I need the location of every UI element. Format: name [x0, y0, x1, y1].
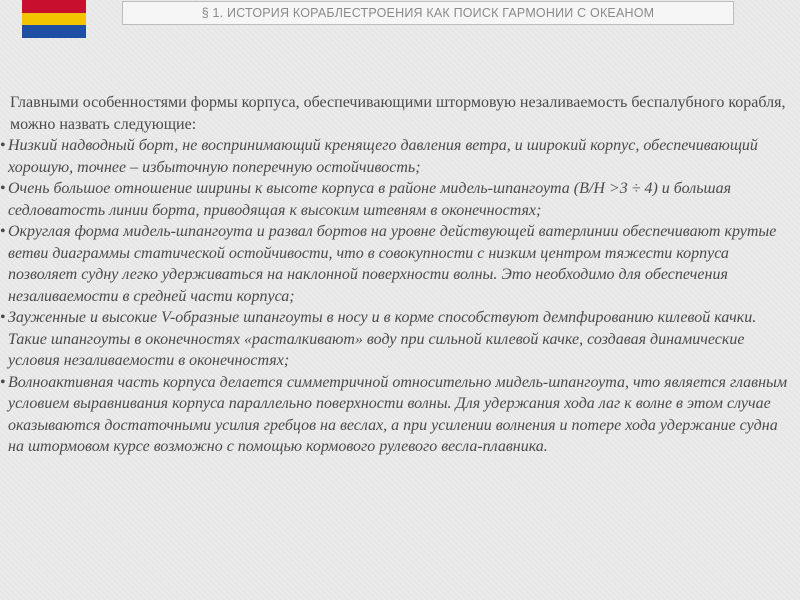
bullet-marker: • — [0, 373, 6, 391]
list-item — [0, 372, 796, 458]
bullet-marker: • — [0, 180, 6, 197]
bullet-marker: • — [0, 309, 6, 326]
flag-stripe-red — [22, 0, 86, 13]
bullet-marker: • — [0, 137, 6, 154]
list-item — [0, 221, 796, 307]
list-item — [0, 135, 796, 178]
section-title-box — [122, 1, 734, 25]
list-item-text: Зауженные и высокие V-образные шпангоуты в носу и в корме способствуют демпфированию килевой качки. Такие шпангоуты в оконечностях «расталкивают» воду при сильной килевой качке, создавая динамические условия незаливаемости в оконечностях; — [8, 309, 757, 369]
feature-list — [0, 135, 796, 458]
list-item-text: Волноактивная часть корпуса делается симметричной относительно мидель-шпангоута, что является главным условием выравнивания корпуса параллельно поверхности волны. Для удержания хода лаг к волне в этом случае оказываются достаточными усилия гребцов на веслах, а при усилении волнения и потере хода удержание судна на штормовом курсе возможно с помощью кормового рулевого весла-плавника. — [8, 373, 788, 455]
list-item-text: Низкий надводный борт, не воспринимающий кренящего давления ветра, и широкий корпус, обеспечивающий хорошую, точнее – избыточную поперечную остойчивость; — [8, 137, 758, 176]
list-item-text: Очень большое отношение ширины к высоте корпуса в районе мидель-шпангоута (B/H >3 ÷ 4) и большая седловатость линии борта, приводящая к высоким штевням в оконечностях; — [8, 180, 732, 219]
list-item-text: Округлая форма мидель-шпангоута и развал бортов на уровне действующей ватерлинии обеспечивают крутые ветви диаграммы статической остойчивости, что в совокупности с низким центром тяжести корпуса позволяет судну легко удерживаться на наклонной поверхности волны. Это необходимо для обеспечения незаливаемости в средней части корпуса; — [8, 223, 777, 305]
flag-stripe-yellow — [22, 13, 86, 26]
section-title: § 1. ИСТОРИЯ КОРАБЛЕСТРОЕНИЯ КАК ПОИСК ГАРМОНИИ С ОКЕАНОМ — [201, 6, 655, 20]
intro-paragraph: Главными особенностями формы корпуса, обеспечивающими штормовую незаливаемость беспалубного корабля, можно назвать следующие: — [10, 94, 786, 133]
list-item — [0, 178, 796, 221]
list-item — [0, 307, 796, 372]
flag-stripe-blue — [22, 25, 86, 38]
slide-body — [0, 92, 796, 458]
bullet-marker: • — [0, 223, 6, 240]
flag-logo — [22, 0, 86, 38]
